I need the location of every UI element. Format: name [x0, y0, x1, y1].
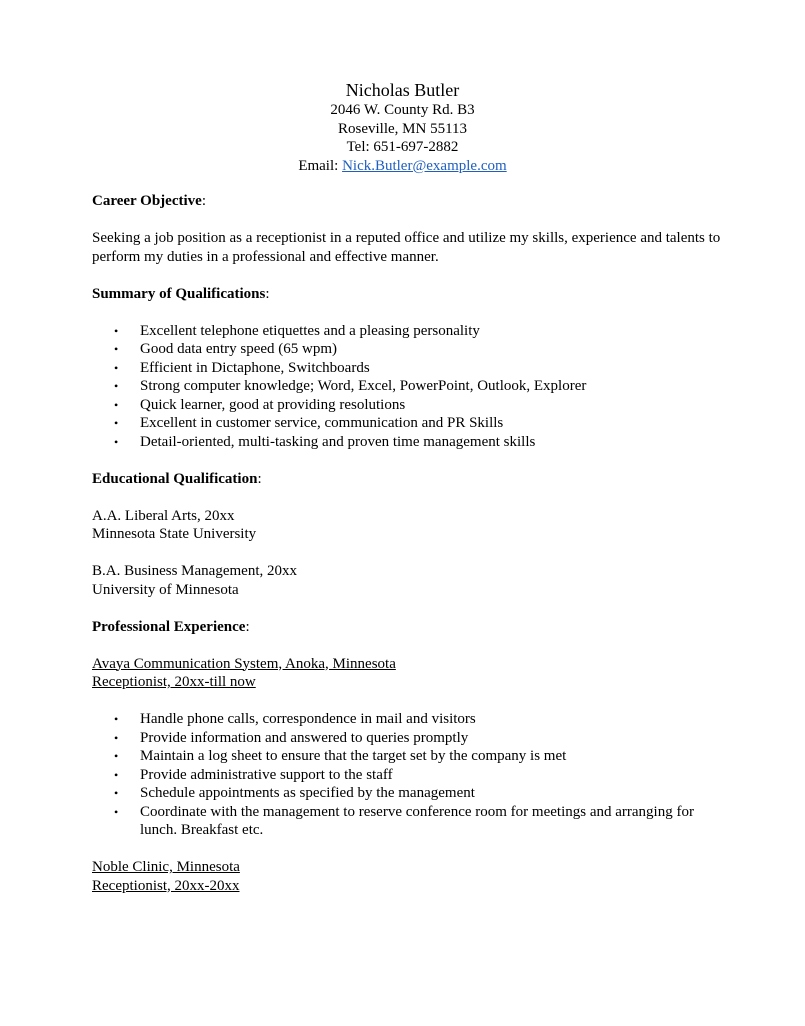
job-title — [92, 877, 722, 896]
education-school: Minnesota State University — [92, 526, 257, 542]
heading-colon: : — [265, 285, 270, 302]
list-item-text: Detail-oriented, multi-tasking and proven time management skills — [140, 433, 536, 450]
list-item-text: Handle phone calls, correspondence in mail and visitors — [140, 711, 476, 727]
phone-number: Tel: 651-697-2882 — [346, 139, 459, 155]
list-item-text: Good data entry speed (65 wpm) — [140, 341, 338, 357]
bullet-icon: • — [114, 730, 119, 745]
list-item-text: Maintain a log sheet to ensure that the target set by the company is met — [140, 748, 567, 764]
address-line-2: Roseville, MN 55113 — [337, 120, 468, 137]
list-item — [92, 784, 722, 803]
bullet-icon: • — [114, 416, 119, 430]
spacer — [92, 211, 722, 230]
list-item-text: Efficient in Dictaphone, Switchboards — [140, 359, 370, 376]
list-item — [92, 377, 722, 396]
heading-colon: : — [201, 193, 206, 209]
education-heading — [92, 470, 722, 489]
spacer — [92, 544, 722, 563]
list-item-text: Schedule appointments as specified by the management — [140, 785, 475, 801]
qualifications-list — [92, 322, 722, 452]
education-school: University of Minnesota — [92, 581, 239, 598]
list-item-text: Strong computer knowledge; Word, Excel, PowerPoint, Outlook, Explorer — [140, 378, 587, 394]
list-item — [92, 433, 722, 452]
spacer — [92, 636, 722, 655]
list-item — [92, 322, 722, 341]
applicant-name: Nicholas Butler — [345, 80, 460, 100]
list-item — [92, 710, 722, 729]
bullet-icon: • — [114, 379, 119, 393]
bullet-icon: • — [114, 804, 119, 819]
career-objective-heading — [92, 192, 722, 211]
experience-title: Professional Experience — [92, 618, 246, 635]
spacer — [92, 599, 722, 618]
contact-header — [0, 80, 805, 175]
list-item-text: Quick learner, good at providing resolutions — [140, 396, 406, 413]
list-item — [92, 747, 722, 766]
bullet-icon: • — [114, 323, 119, 338]
resume-body — [92, 192, 722, 895]
bullet-icon: • — [114, 434, 119, 449]
job-title — [92, 673, 722, 692]
education-title: Educational Qualification — [92, 470, 258, 487]
job-duties-list — [92, 710, 722, 840]
job-company — [92, 858, 722, 877]
heading-colon: : — [245, 618, 250, 635]
bullet-icon: • — [114, 342, 119, 356]
experience-heading — [92, 618, 722, 637]
bullet-icon: • — [114, 749, 119, 763]
list-item-text: Provide administrative support to the staff — [140, 766, 393, 783]
heading-colon: : — [257, 470, 262, 487]
bullet-icon: • — [114, 397, 119, 412]
email-line — [0, 157, 805, 176]
list-item-text: Excellent in customer service, communication and PR Skills — [140, 415, 504, 431]
list-item — [92, 414, 722, 433]
list-item — [92, 803, 722, 840]
spacer — [92, 266, 722, 285]
summary-title: Summary of Qualifications — [92, 285, 266, 302]
job-title-text: Receptionist, 20xx-till now — [92, 674, 256, 690]
career-objective-text: Seeking a job position as a receptionist in a reputed office and utilize my skills, experience and talents to perform my duties in a professional and effective manner. — [92, 230, 721, 265]
spacer — [92, 488, 722, 507]
list-item — [92, 396, 722, 415]
education-degree: B.A. Business Management, 20xx — [92, 563, 297, 579]
career-objective-title: Career Objective — [92, 193, 202, 209]
job-title-text: Receptionist, 20xx-20xx — [92, 877, 240, 894]
job-company-text: Avaya Communication System, Anoka, Minnesota — [92, 655, 396, 672]
list-item-text: Coordinate with the management to reserve conference room for meetings and arranging for lunch. Breakfast etc. — [140, 803, 694, 838]
summary-heading — [92, 285, 722, 304]
spacer — [92, 840, 722, 859]
spacer — [92, 303, 722, 322]
list-item-text: Provide information and answered to queries promptly — [140, 729, 469, 746]
list-item — [92, 729, 722, 748]
email-label: Email: — [298, 157, 343, 174]
list-item-text: Excellent telephone etiquettes and a pleasing personality — [140, 322, 480, 339]
job-company-text: Noble Clinic, Minnesota — [92, 859, 240, 875]
address-line-1: 2046 W. County Rd. B3 — [330, 102, 475, 118]
list-item — [92, 340, 722, 359]
spacer — [92, 451, 722, 470]
job-company — [92, 655, 722, 674]
bullet-icon: • — [114, 767, 119, 782]
list-item — [92, 359, 722, 378]
bullet-icon: • — [114, 360, 119, 375]
bullet-icon: • — [114, 712, 119, 726]
list-item — [92, 766, 722, 785]
education-degree: A.A. Liberal Arts, 20xx — [92, 507, 235, 524]
email-link[interactable]: Nick.Butler@example.com — [342, 157, 507, 174]
spacer — [92, 692, 722, 711]
bullet-icon: • — [114, 786, 119, 800]
